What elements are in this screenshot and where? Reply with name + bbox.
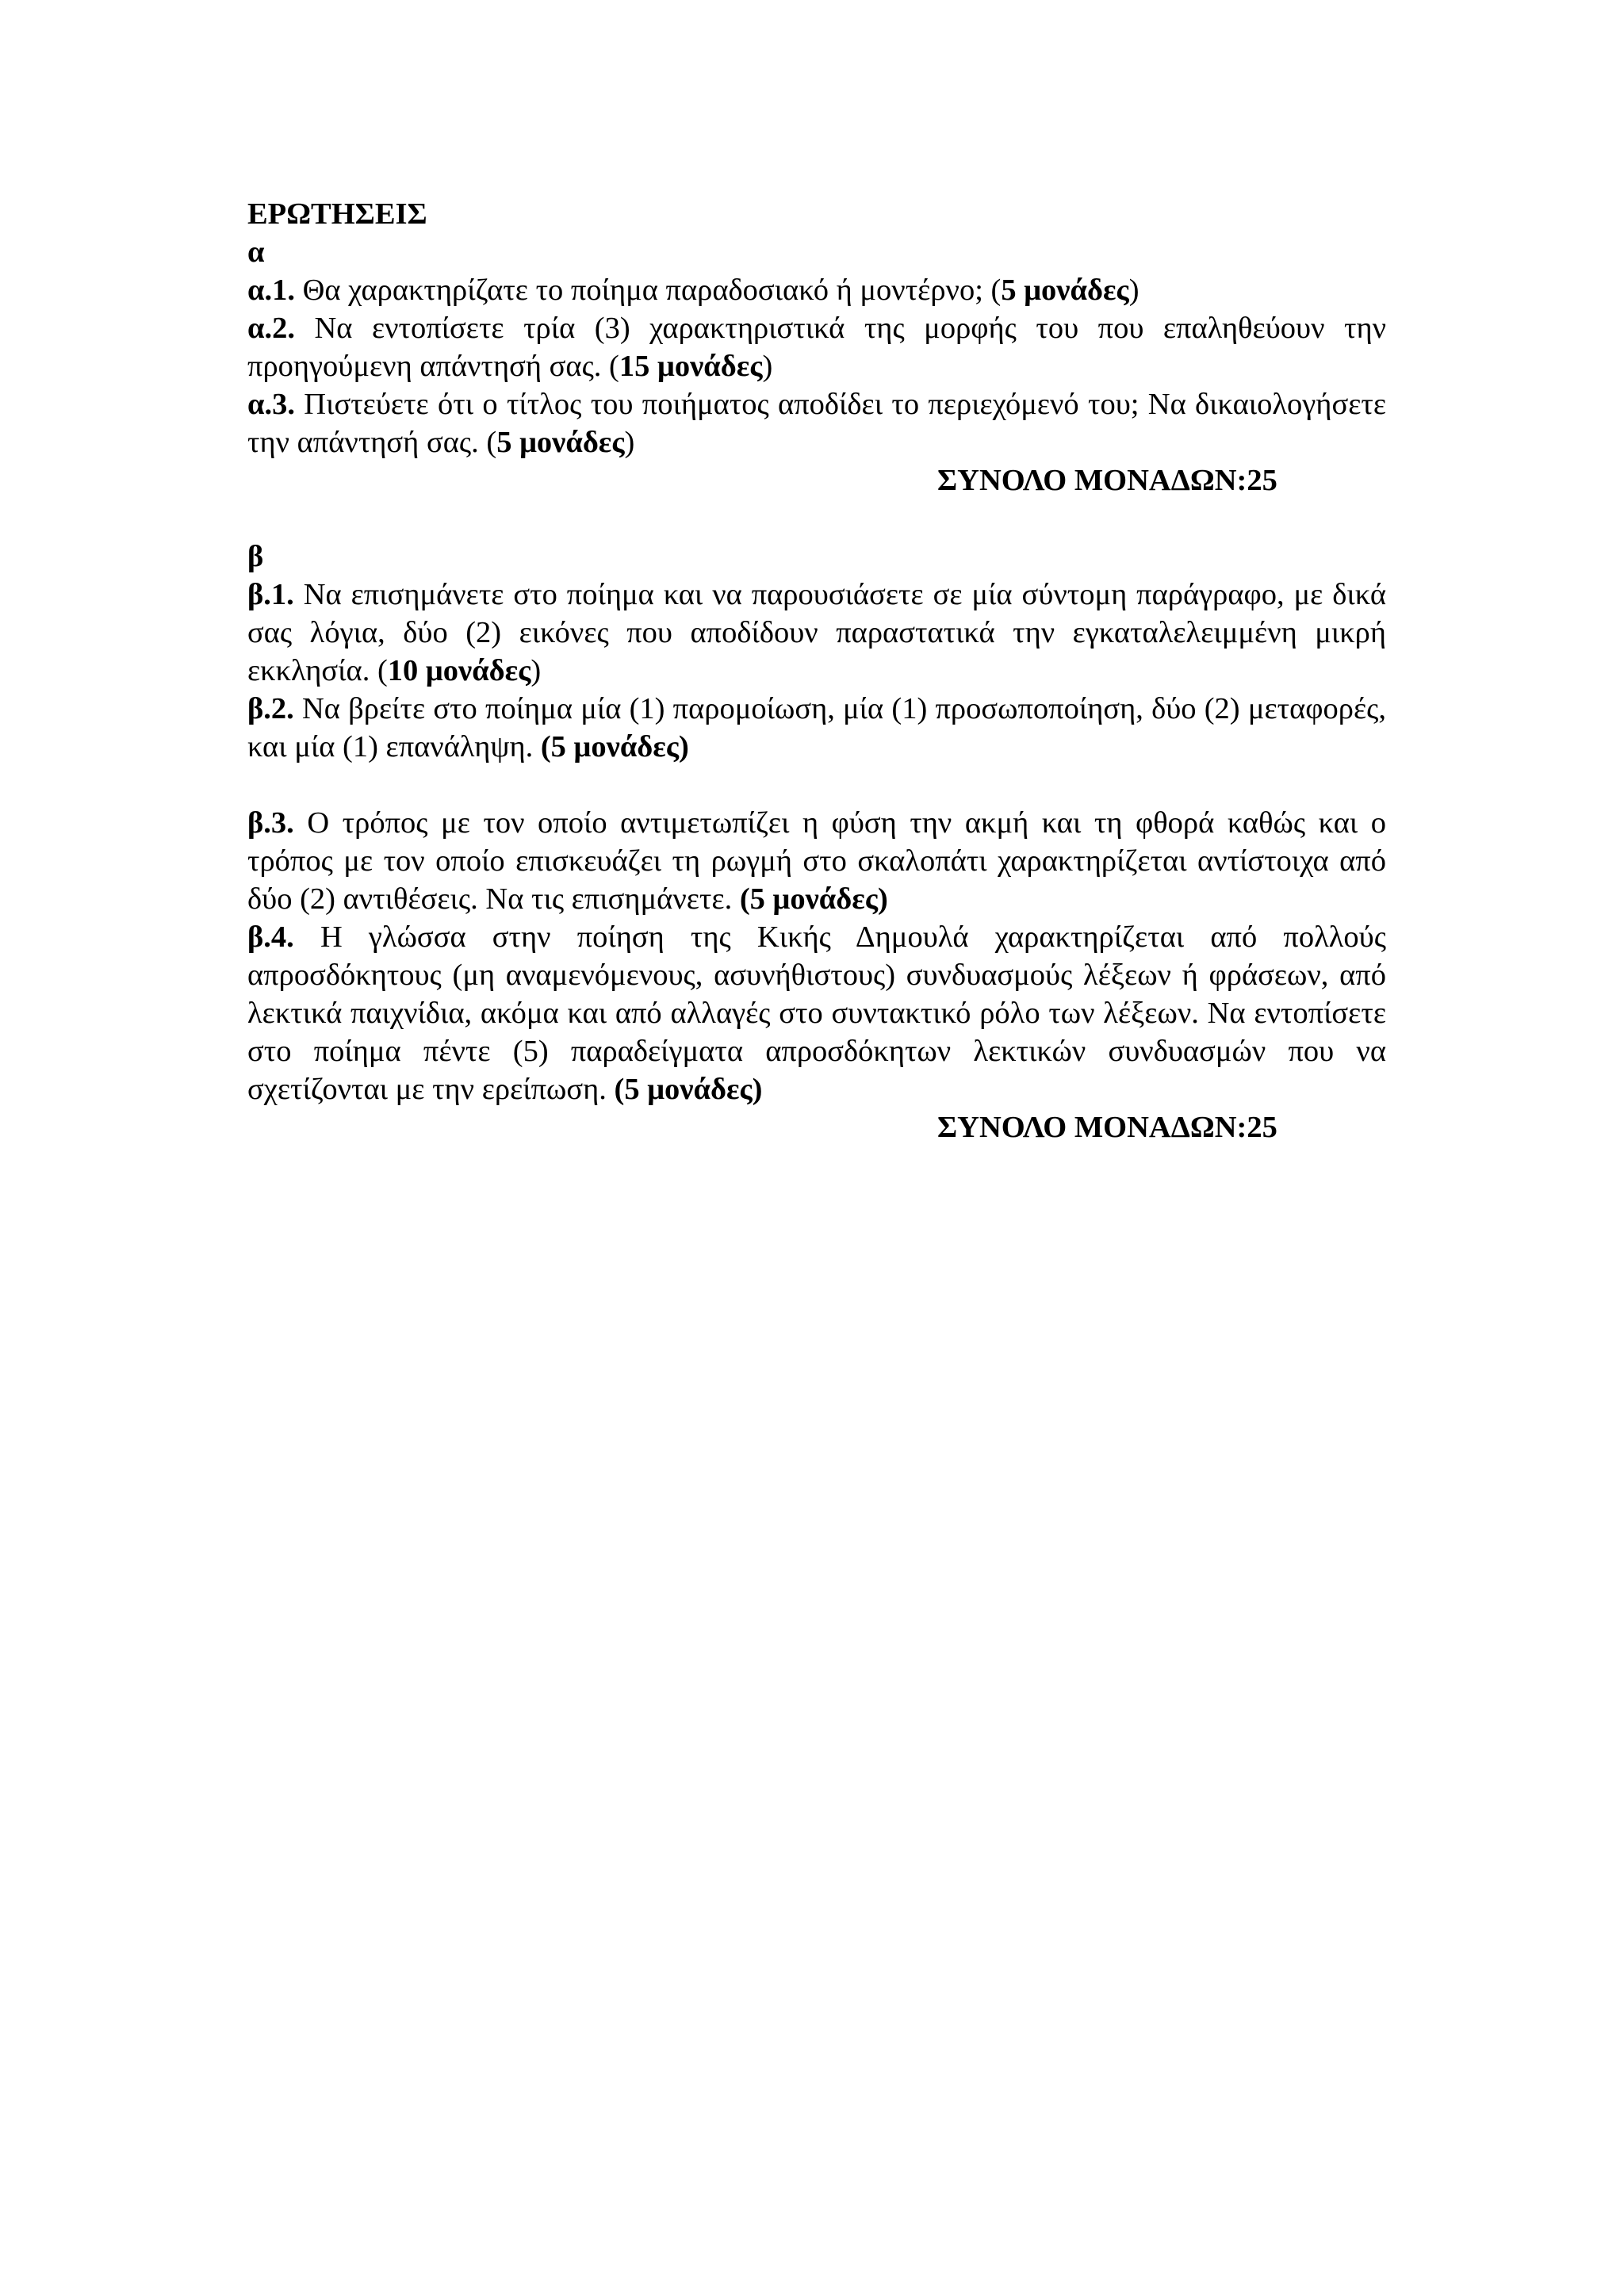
question-b3 xyxy=(247,804,1386,918)
points: (5 μονάδες) xyxy=(739,882,888,916)
section-b-label: β xyxy=(247,540,264,573)
question-number: α.3. xyxy=(247,388,295,421)
question-text: Να επισημάνετε στο ποίημα και να παρουσιάσετε σε μία σύντομη παράγραφο, με δικά σας λόγια, δύο (2) εικόνες που αποδίδουν παραστατικά την εγκαταλελειμμένη μικρή εκκλησία. ( xyxy=(247,578,1386,687)
question-b1: β.1. Να επισημάνετε στο ποίημα και να παρουσιάσετε σε μία σύντομη παράγραφο, με δικά σας λόγια, δύο (2) εικόνες που αποδίδουν παραστατικά την εγκαταλελειμμένη μικρή εκκλησία. (10 μονάδες) xyxy=(247,578,1386,687)
question-number: β.2. xyxy=(247,692,294,725)
spacer xyxy=(247,499,1386,538)
question-a1: α.1. Θα χαρακτηρίζατε το ποίημα παραδοσιακό ή μοντέρνο; (5 μονάδες) xyxy=(247,274,1139,307)
question-text: Θα χαρακτηρίζατε το ποίημα παραδοσιακό ή μοντέρνο; ( xyxy=(295,274,1002,307)
questions-heading: ΕΡΩΤΗΣΕΙΣ xyxy=(247,197,427,231)
question-number: α.2. xyxy=(247,312,295,345)
section-a xyxy=(247,233,1386,499)
spacer xyxy=(247,766,1386,804)
question-a3: α.3. Πιστεύετε ότι ο τίτλος του ποιήματος αποδίδει το περιεχόμενό του; Να δικαιολογήσετε την απάντησή σας. (5 μονάδες) xyxy=(247,388,1386,459)
points: 5 μονάδες xyxy=(1001,274,1129,307)
question-b4 xyxy=(247,918,1386,1108)
question-a2: α.2. Να εντοπίσετε τρία (3) χαρακτηριστικά της μορφής του που επαληθεύουν την προηγούμενη απάντησή σας. (15 μονάδες) xyxy=(247,312,1386,383)
question-text: Να εντοπίσετε τρία (3) χαρακτηριστικά της μορφής του που επαληθεύουν την προηγούμενη απάντησή σας. ( xyxy=(247,312,1386,383)
points: 5 μονάδες xyxy=(496,426,625,459)
section-a-total: ΣΥΝΟΛΟ ΜΟΝΑΔΩΝ:25 xyxy=(937,464,1277,497)
section-b xyxy=(247,538,1386,1146)
document-page xyxy=(247,195,1386,1146)
question-number: α.1. xyxy=(247,274,295,307)
question-b2 xyxy=(247,690,1386,766)
section-b-total: ΣΥΝΟΛΟ ΜΟΝΑΔΩΝ:25 xyxy=(937,1111,1277,1144)
points: (5 μονάδες) xyxy=(540,730,689,763)
points: 15 μονάδες xyxy=(619,350,763,383)
question-number: β.3. xyxy=(247,806,294,840)
question-number: β.4. xyxy=(247,920,294,954)
question-text: Πιστεύετε ότι ο τίτλος του ποιήματος αποδίδει το περιεχόμενό του; Να δικαιολογήσετε την απάντησή σας. ( xyxy=(247,388,1386,459)
question-number: β.1. xyxy=(247,578,294,611)
question-text: Να βρείτε στο ποίημα μία (1) παρομοίωση, μία (1) προσωποποίηση, δύο (2) μεταφορές, και μία (1) επανάληψη. xyxy=(247,692,1386,763)
question-text: Η γλώσσα στην ποίηση της Κικής Δημουλά χαρακτηρίζεται από πολλούς απροσδόκητους (μη αναμενόμενους, ασυνήθιστους) συνδυασμούς λέξεων ή φράσεων, από λεκτικά παιχνίδια, ακόμα και από αλλαγές στο συντακτικό ρόλο των λέξεων. Να εντοπίσετε στο ποίημα πέντε (5) παραδείγματα απροσδόκητων λεκτικών συνδυασμών που να σχετίζονται με την ερείπωση. xyxy=(247,920,1386,1106)
points: (5 μονάδες) xyxy=(614,1073,763,1106)
points: 10 μονάδες xyxy=(387,654,531,687)
question-text: Ο τρόπος με τον οποίο αντιμετωπίζει η φύση την ακμή και τη φθορά καθώς και ο τρόπος με τον οποίο επισκευάζει τη ρωγμή στο σκαλοπάτι χαρακτηρίζεται αντίστοιχα από δύο (2) αντιθέσεις. Να τις επισημάνετε. xyxy=(247,806,1386,916)
section-a-label: α xyxy=(247,235,265,269)
